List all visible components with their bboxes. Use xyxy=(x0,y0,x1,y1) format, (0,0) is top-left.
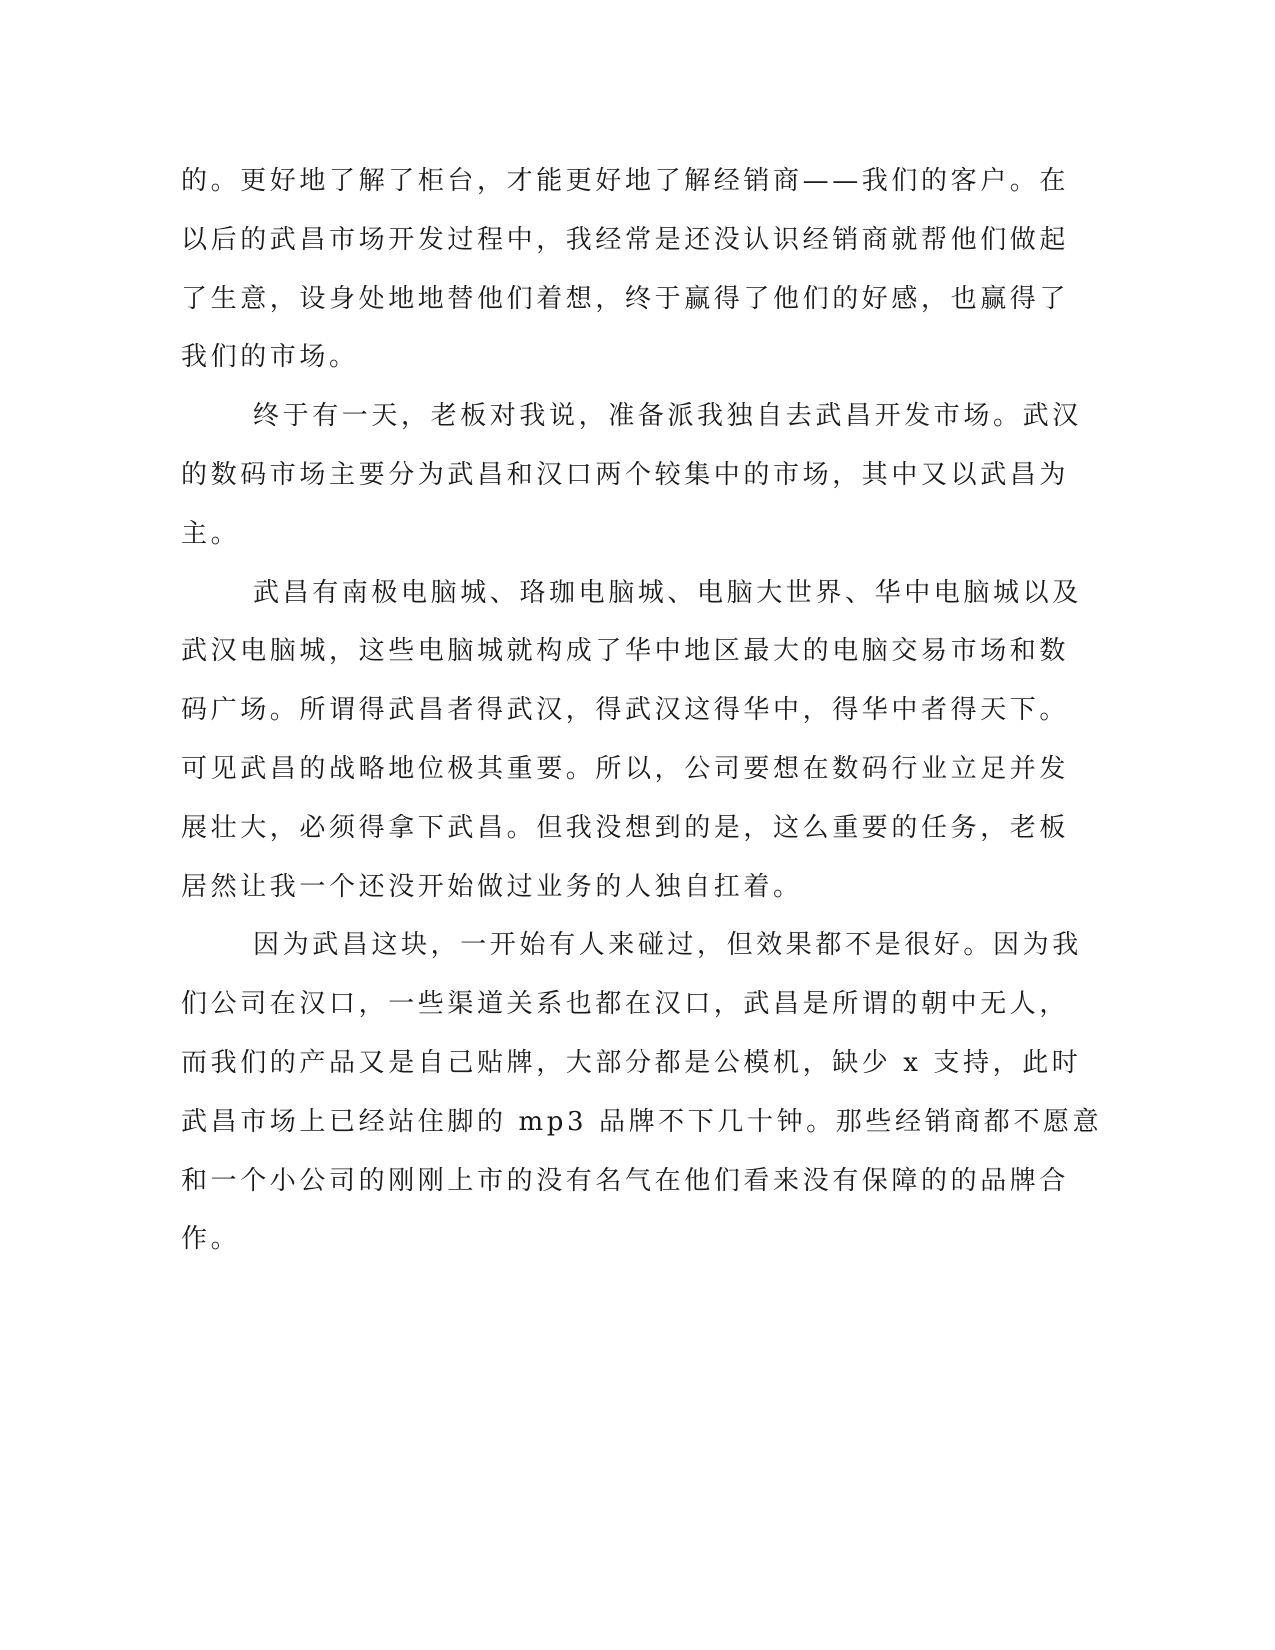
text-line: 主。 xyxy=(181,518,241,549)
text-line: 作。 xyxy=(181,1224,241,1255)
text-line: 了生意，设身处地地替他们着想，终于赢得了他们的好感，也赢得了 xyxy=(181,283,1070,314)
text-line: 码广场。所谓得武昌者得武汉，得武汉这得华中，得华中者得天下。 xyxy=(181,695,1070,726)
paragraph-first-line: 武昌有南极电脑城、珞珈电脑城、电脑大世界、华中电脑城以及 xyxy=(253,577,1082,608)
paragraph-first-line: 因为武昌这块，一开始有人来碰过，但效果都不是很好。因为我 xyxy=(253,930,1082,961)
text-line: 而我们的产品又是自己贴牌，大部分都是公模机，缺少 x 支持，此时 xyxy=(181,1047,1082,1078)
text-line: 武汉电脑城，这些电脑城就构成了华中地区最大的电脑交易市场和数 xyxy=(181,636,1070,667)
text-line: 们公司在汉口，一些渠道关系也都在汉口，武昌是所谓的朝中无人， xyxy=(181,989,1070,1020)
text-line: 武昌市场上已经站住脚的 mp3 品牌不下几十钟。那些经销商都不愿意 xyxy=(181,1106,1103,1137)
text-line: 以后的武昌市场开发过程中，我经常是还没认识经销商就帮他们做起 xyxy=(181,224,1070,255)
document-body xyxy=(181,160,1103,1277)
text-line: 的数码市场主要分为武昌和汉口两个较集中的市场，其中又以武昌为 xyxy=(181,459,1070,490)
text-line: 和一个小公司的刚刚上市的没有名气在他们看来没有保障的的品牌合 xyxy=(181,1165,1070,1196)
paragraph-first-line: 终于有一天，老板对我说，准备派我独自去武昌开发市场。武汉 xyxy=(253,401,1082,432)
text-line: 可见武昌的战略地位极其重要。所以，公司要想在数码行业立足并发 xyxy=(181,753,1070,784)
text-line: 居然让我一个还没开始做过业务的人独自扛着。 xyxy=(181,871,803,902)
text-line: 展壮大，必须得拿下武昌。但我没想到的是，这么重要的任务，老板 xyxy=(181,812,1070,843)
text-line: 我们的市场。 xyxy=(181,342,359,373)
text-line: 的。更好地了解了柜台，才能更好地了解经销商——我们的客户。在 xyxy=(181,166,1070,196)
